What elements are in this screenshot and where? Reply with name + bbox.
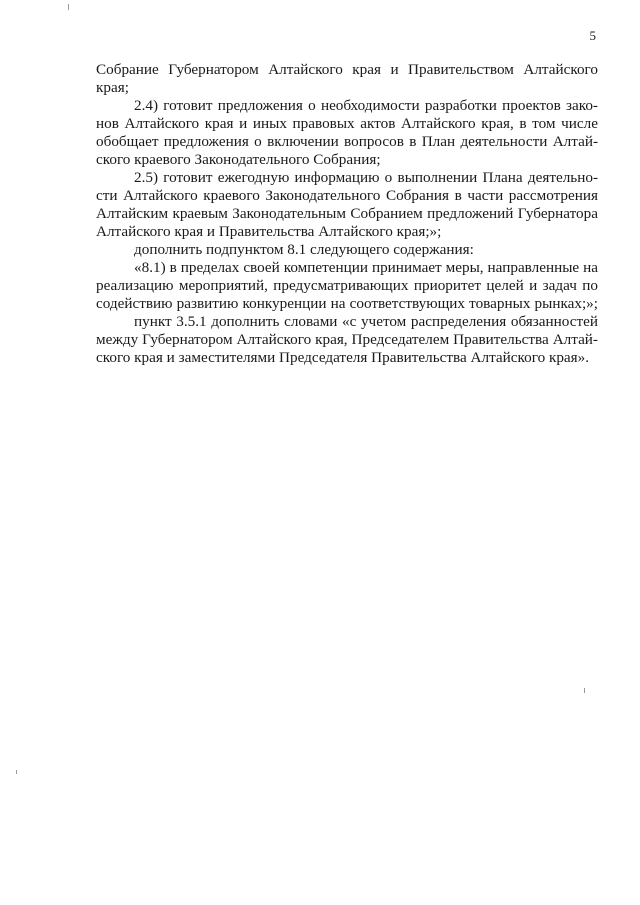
text-line: нов Алтайского края и иных правовых актов Алтайского края, в том числе [96,115,598,132]
text-line: ского края и заместителями Председателя Правительства Алтайского края». [96,349,590,366]
document-body [96,61,598,367]
text-line: Алтайским краевым Законодательным Собранием предложений Губернатора [96,205,598,222]
text-line: содействию развитию конкуренции на соответствующих товарных рынках;»; [96,295,598,312]
text-line: пункт 3.5.1 дополнить словами «с учетом распределения обязанностей [134,313,598,330]
scan-speck [584,688,585,693]
text-line: дополнить подпунктом 8.1 следующего содержания: [134,241,474,258]
text-line: между Губернатором Алтайского края, Председателем Правительства Алтай- [96,331,598,348]
text-line: реализацию мероприятий, предусматривающих приоритет целей и задач по [96,277,598,294]
text-line: края; [96,79,129,96]
text-line: Алтайского края и Правительства Алтайского края;»; [96,223,442,240]
text-line: ского краевого Законодательного Собрания; [96,151,381,168]
text-line: «8.1) в пределах своей компетенции принимает меры, направленные на [134,259,598,276]
text-line: 2.5) готовит ежегодную информацию о выполнении Плана деятельно- [134,169,598,186]
page-number: 5 [589,28,596,43]
text-line: Собрание Губернатором Алтайского края и Правительством Алтайского [96,61,598,78]
text-line: сти Алтайского краевого Законодательного Собрания в части рассмотрения [96,187,598,204]
scan-speck [68,4,69,10]
text-line: обобщает предложения о включении вопросов в План деятельности Алтай- [96,133,598,150]
text-line: 2.4) готовит предложения о необходимости разработки проектов зако- [134,97,598,114]
scan-speck [16,770,17,774]
